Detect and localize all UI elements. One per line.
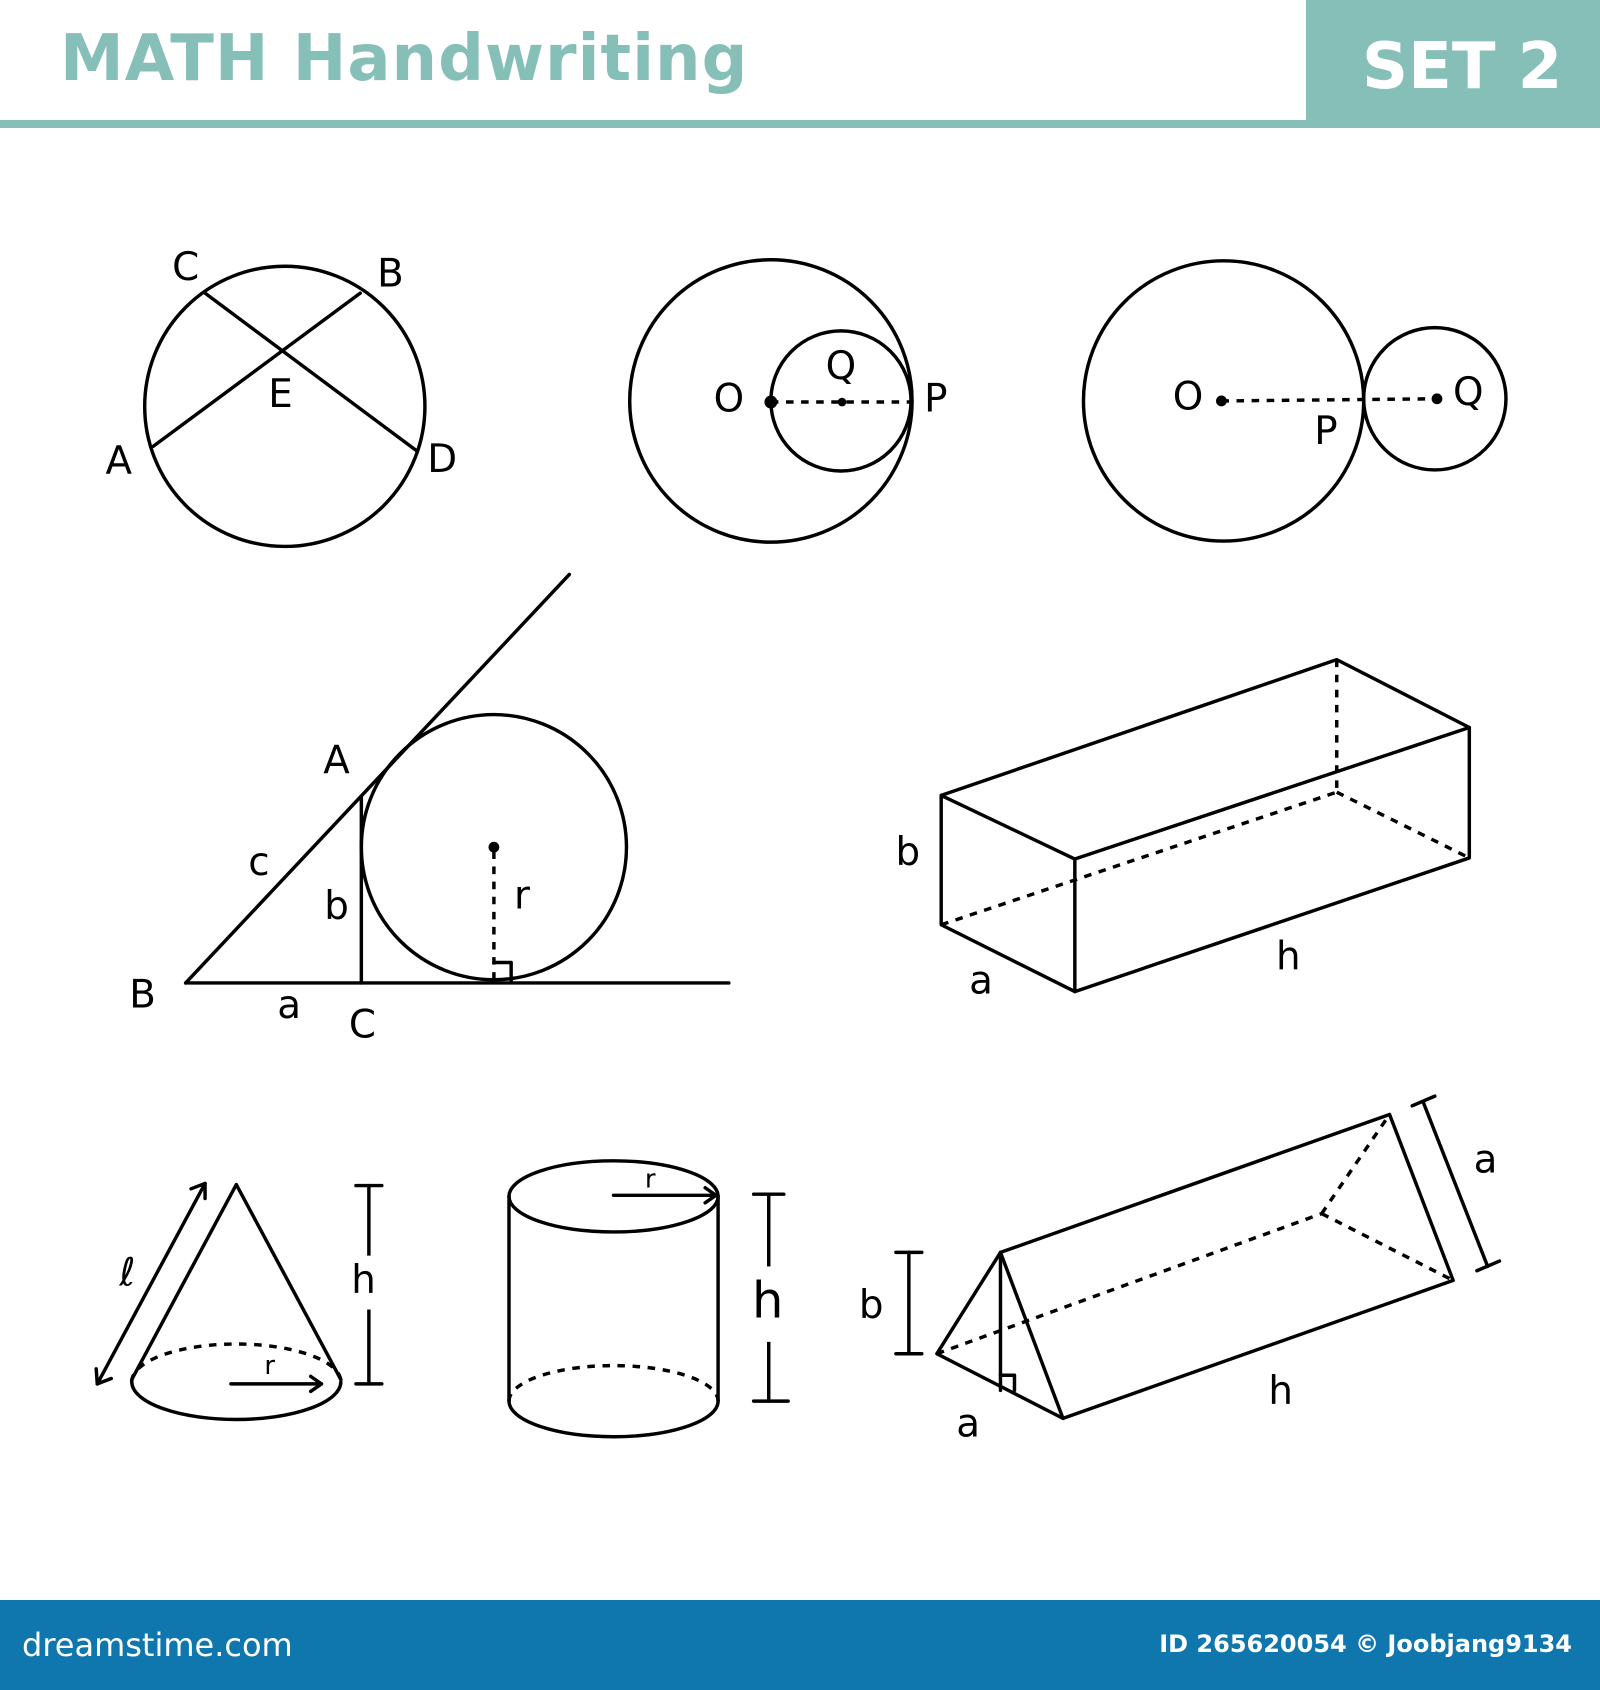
hidden-edge bbox=[941, 792, 1337, 925]
front-face bbox=[941, 795, 1075, 991]
label-c-point: C bbox=[348, 1002, 376, 1048]
center-line bbox=[1221, 399, 1437, 401]
label-c-side: c bbox=[248, 839, 270, 885]
chord-ab bbox=[153, 293, 360, 446]
hidden-edge bbox=[1337, 792, 1470, 858]
label-a-side: a bbox=[277, 983, 302, 1029]
label-c: C bbox=[172, 244, 200, 290]
label-o: O bbox=[713, 376, 745, 422]
label-a: a bbox=[969, 958, 993, 1004]
label-b: b bbox=[895, 830, 921, 876]
label-b: b bbox=[858, 1282, 884, 1328]
point-q bbox=[838, 398, 847, 407]
brand-logo[interactable]: dreamstime.com bbox=[22, 1626, 293, 1664]
slant-arrow bbox=[97, 1183, 205, 1383]
point-o bbox=[1216, 396, 1227, 407]
label-p: P bbox=[1314, 408, 1338, 454]
label-o: O bbox=[1172, 374, 1204, 420]
a-bar bbox=[1423, 1102, 1488, 1267]
label-e: E bbox=[268, 372, 293, 418]
label-a: A bbox=[105, 438, 133, 484]
tangent-circle-triangle-diagram bbox=[129, 574, 729, 1047]
label-b-side: b bbox=[324, 884, 349, 930]
intersecting-chords-diagram bbox=[106, 245, 458, 546]
base-front bbox=[132, 1382, 341, 1420]
label-h: h bbox=[1268, 1369, 1293, 1415]
label-h: h bbox=[751, 1271, 784, 1330]
chord-cd bbox=[205, 293, 416, 450]
label-r: r bbox=[644, 1164, 656, 1195]
internally-tangent-circles-diagram bbox=[630, 260, 948, 542]
label-a-side: a bbox=[1473, 1137, 1498, 1183]
footer-bar bbox=[0, 1600, 1600, 1690]
cone-diagram bbox=[96, 1183, 390, 1419]
base-front bbox=[509, 1401, 718, 1437]
page-title: MATH Handwriting bbox=[60, 22, 749, 96]
triangular-prism-diagram bbox=[859, 1096, 1500, 1446]
label-r: r bbox=[513, 873, 530, 919]
label-l: ℓ bbox=[119, 1250, 136, 1296]
tick bbox=[1477, 1261, 1500, 1271]
label-q: Q bbox=[825, 344, 857, 390]
rectangular-prism-diagram bbox=[895, 660, 1469, 1004]
label-q: Q bbox=[1452, 369, 1484, 415]
label-b-point: B bbox=[129, 972, 156, 1018]
hidden-edge bbox=[1322, 1114, 1390, 1213]
visible-edges bbox=[1000, 1114, 1453, 1418]
label-p: P bbox=[924, 376, 948, 422]
hidden-edge bbox=[937, 1214, 1322, 1354]
label-b: B bbox=[377, 251, 404, 297]
cylinder-diagram bbox=[509, 1161, 794, 1437]
label-r: r bbox=[264, 1351, 276, 1382]
hypotenuse-line bbox=[186, 574, 570, 982]
externally-tangent-circles-diagram bbox=[1083, 261, 1506, 541]
hidden-edge bbox=[1322, 1214, 1453, 1281]
point-q bbox=[1432, 393, 1443, 404]
cone-sides bbox=[132, 1185, 341, 1380]
label-h: h bbox=[1275, 934, 1301, 980]
label-d: D bbox=[427, 436, 458, 482]
base-back bbox=[509, 1366, 718, 1402]
set-label: SET 2 bbox=[1362, 30, 1563, 104]
label-a-point: A bbox=[323, 738, 350, 784]
label-a-base: a bbox=[956, 1401, 981, 1447]
image-credit: ID 265620054 © Joobjang9134 bbox=[1159, 1630, 1572, 1658]
center-point bbox=[489, 842, 500, 853]
label-h: h bbox=[351, 1258, 376, 1304]
top-edges bbox=[941, 660, 1469, 859]
point-o bbox=[764, 396, 777, 409]
